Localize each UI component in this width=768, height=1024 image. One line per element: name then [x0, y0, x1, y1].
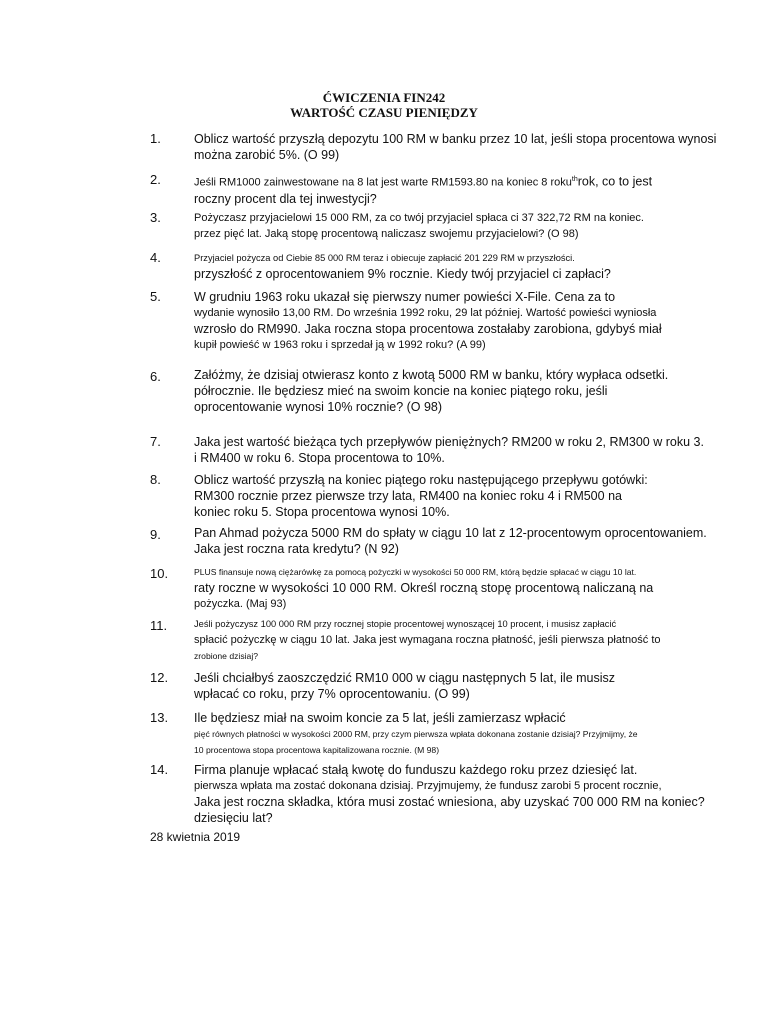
question-number: 14. — [150, 762, 169, 777]
question-number: 4. — [150, 250, 161, 265]
title-line-1: ĆWICZENIA FIN242 — [322, 90, 446, 105]
question-line: Jeśli chciałbyś zaoszczędzić RM10 000 w ciągu następnych 5 lat, ile musisz — [194, 671, 616, 685]
question-line: roczny procent dla tej inwestycji? — [194, 191, 377, 206]
question-number: 8. — [150, 472, 161, 487]
question-line: koniec roku 5. Stopa procentowa wynosi 10%. — [194, 505, 450, 519]
question-line: dziesięciu lat? — [194, 811, 273, 825]
question-line: Oblicz wartość przyszłą na koniec piątego roku następującego przepływu gotówki: — [194, 473, 648, 487]
question-number: 12. — [150, 670, 169, 685]
question-line: Przyjaciel pożycza od Ciebie 85 000 RM teraz i obiecuje zapłacić 201 229 RM w przyszłości. — [194, 253, 575, 263]
question-line: zrobione dzisiaj? — [194, 651, 259, 661]
question-number: 9. — [150, 527, 161, 542]
document-date: 28 kwietnia 2019 — [150, 830, 241, 844]
question-line: Jaka jest roczna rata kredytu? (N 92) — [194, 542, 399, 556]
question-line: i RM400 w roku 6. Stopa procentowa to 10%. — [194, 451, 445, 465]
question-number: 7. — [150, 434, 161, 449]
question-line: PLUS finansuje nową ciężarówkę za pomocą pożyczki w wysokości 50 000 RM, którą będzie spłacać w ciągu 10 lat. — [194, 567, 637, 577]
title-line-2: WARTOŚĆ CZASU PIENIĘDZY — [290, 105, 478, 120]
question-line-tail: rok, co to jest — [577, 174, 653, 189]
question-number: 3. — [150, 210, 161, 225]
question-line: wzrosło do RM990. Jaka roczna stopa procentowa zostałaby zarobiona, gdybyś miał — [194, 322, 662, 336]
question-line: Jeśli pożyczysz 100 000 RM przy rocznej stopie procentowej wynoszącej 10 procent, i musisz zapłacić — [194, 619, 617, 629]
question-line: Pożyczasz przyjacielowi 15 000 RM, za co twój przyjaciel spłaca ci 37 322,72 RM na koniec. — [194, 212, 644, 224]
question-line: Załóżmy, że dzisiaj otwierasz konto z kwotą 5000 RM w banku, który wypłaca odsetki. — [194, 368, 669, 382]
superscript: th — [571, 176, 578, 183]
question-line: spłacić pożyczkę w ciągu 10 lat. Jaka jest wymagana roczna płatność, jeśli pierwsza płatność to — [194, 634, 661, 646]
question-number: 5. — [150, 289, 161, 304]
question-line: kupił powieść w 1963 roku i sprzedał ją w 1992 roku? (A 99) — [194, 339, 486, 351]
question-line: W grudniu 1963 roku ukazał się pierwszy numer powieści X-File. Cena za to — [194, 290, 616, 304]
question-line: 10 procentowa stopa procentowa kapitalizowana rocznie. (M 98) — [194, 745, 440, 755]
question-number: 2. — [150, 172, 161, 187]
question-line: pierwsza wpłata ma zostać dokonana dzisiaj. Przyjmujemy, że fundusz zarobi 5 procent rocznie, — [194, 780, 662, 792]
question-line: półrocznie. Ile będziesz mieć na swoim koncie na koniec piątego roku, jeśli — [194, 384, 608, 398]
question-number: 1. — [150, 131, 161, 146]
question-line: Firma planuje wpłacać stałą kwotę do funduszu każdego roku przez dziesięć lat. — [194, 763, 638, 777]
question-line: przez pięć lat. Jaką stopę procentową naliczasz swojemu przyjacielowi? (O 98) — [194, 228, 579, 240]
question-line: raty roczne w wysokości 10 000 RM. Określ roczną stopę procentową naliczaną na — [194, 581, 654, 595]
question-number: 10. — [150, 566, 169, 581]
question-line: pożyczka. (Maj 93) — [194, 598, 287, 610]
question-line: Jaka jest wartość bieżąca tych przepływów pieniężnych? RM200 w roku 2, RM300 w roku 3. — [194, 435, 704, 449]
question-line-text: Jeśli RM1000 zainwestowane na 8 lat jest warte RM1593.80 na koniec 8 roku — [194, 176, 572, 189]
question-line — [194, 172, 714, 191]
question-line: można zarobić 5%. (O 99) — [194, 148, 340, 162]
question-number: 11. — [150, 618, 168, 633]
question-line: Ile będziesz miał na swoim koncie za 5 lat, jeśli zamierzasz wpłacić — [194, 711, 566, 725]
question-line: wpłacać co roku, przy 7% oprocentowaniu. (O 99) — [194, 687, 470, 701]
question-line: Jaka jest roczna składka, która musi zostać wniesiona, aby uzyskać 700 000 RM na koniec? — [194, 795, 705, 809]
question-line: pięć równych płatności w wysokości 2000 RM, przy czym pierwsza wpłata dokonana zostanie dzisiaj? Przyjmijmy, że — [194, 729, 638, 739]
question-number: 13. — [150, 710, 169, 725]
question-number: 6. — [150, 369, 161, 384]
question-line: Oblicz wartość przyszłą depozytu 100 RM w banku przez 10 lat, jeśli stopa procentowa wynosi — [194, 132, 717, 146]
question-line: wydanie wynosiło 13,00 RM. Do września 1992 roku, 29 lat później. Wartość powieści wyniosła — [194, 307, 657, 319]
question-line: Pan Ahmad pożycza 5000 RM do spłaty w ciągu 10 lat z 12-procentowym oprocentowaniem. — [194, 526, 707, 540]
question-line: przyszłość z oprocentowaniem 9% rocznie. Kiedy twój przyjaciel ci zapłaci? — [194, 267, 611, 281]
question-line: oprocentowanie wynosi 10% rocznie? (O 98) — [194, 400, 443, 414]
question-line: RM300 rocznie przez pierwsze trzy lata, RM400 na koniec roku 4 i RM500 na — [194, 489, 622, 503]
